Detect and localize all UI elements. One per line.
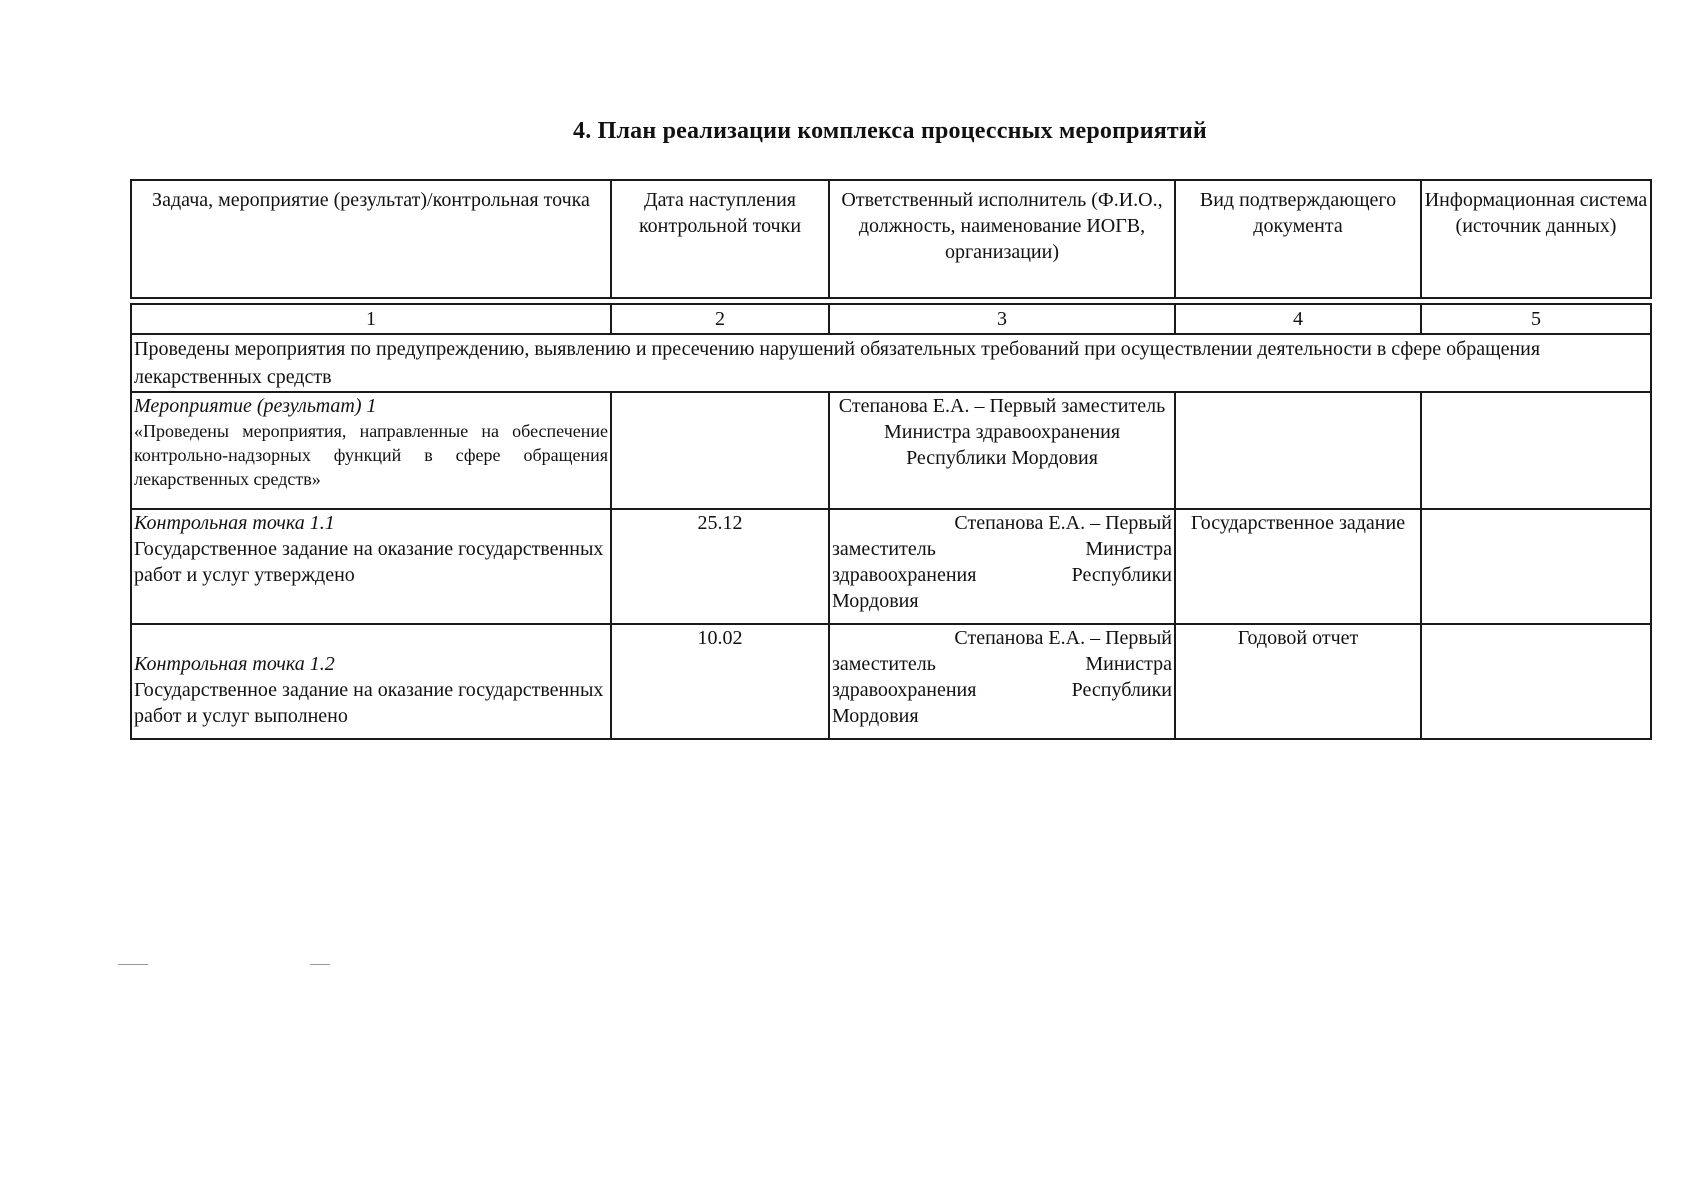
document-cell: Государственное задание <box>1175 509 1421 624</box>
executor-line: заместитель Министра <box>832 538 1172 560</box>
executor-cell <box>829 624 1175 739</box>
table-row <box>131 624 1651 739</box>
row-label: Контрольная точка 1.2 <box>134 653 335 675</box>
column-number: 1 <box>131 304 611 334</box>
executor-line: Мордовия <box>832 705 919 727</box>
executor-line: Мордовия <box>832 590 919 612</box>
table-row <box>131 509 1651 624</box>
system-cell <box>1421 392 1651 509</box>
executor-line: Степанова Е.А. – Первый <box>954 512 1172 534</box>
executor-cell <box>829 509 1175 624</box>
task-section-row <box>131 334 1651 392</box>
row-text: «Проведены мероприятия, направленные на обеспечение контрольно-надзорных функций в сфере обращения лекарственных средств» <box>134 421 608 489</box>
page-title: 4. План реализации комплекса процессных мероприятий <box>573 118 1207 144</box>
header-system: Информационная система (источник данных) <box>1421 180 1651 298</box>
header-document: Вид подтверждающего документа <box>1175 180 1421 298</box>
row-label: Мероприятие (результат) 1 <box>134 395 377 417</box>
document-cell: Годовой отчет <box>1175 624 1421 739</box>
executor-line: заместитель Министра <box>832 653 1172 675</box>
plan-table <box>130 303 1652 740</box>
header-row <box>131 180 1651 298</box>
task-cell <box>131 624 611 739</box>
executor-line: Степанова Е.А. – Первый <box>954 627 1172 649</box>
column-number: 3 <box>829 304 1175 334</box>
header-date: Дата наступления контрольной точки <box>611 180 829 298</box>
header-table <box>130 179 1652 299</box>
column-number: 5 <box>1421 304 1651 334</box>
column-number: 2 <box>611 304 829 334</box>
executor-line: здравоохранения Республики <box>832 679 1172 701</box>
date-cell <box>611 392 829 509</box>
header-executor: Ответственный исполнитель (Ф.И.О., должность, наименование ИОГВ, организации) <box>829 180 1175 298</box>
task-section-text: Проведены мероприятия по предупреждению, выявлению и пресечению нарушений обязательных требований при осуществлении деятельности в сфере обращения лекарственных средств <box>131 334 1651 392</box>
system-cell <box>1421 624 1651 739</box>
row-label: Контрольная точка 1.1 <box>134 512 335 534</box>
task-cell <box>131 509 611 624</box>
table-row <box>131 392 1651 509</box>
executor-line: здравоохранения Республики <box>832 564 1172 586</box>
row-text: Государственное задание на оказание государственных работ и услуг утверждено <box>134 538 604 586</box>
executor-cell: Степанова Е.А. – Первый заместитель Министра здравоохранения Республики Мордовия <box>829 392 1175 509</box>
scan-artifact <box>310 964 330 965</box>
column-numbers-row <box>131 304 1651 334</box>
scan-artifact <box>118 964 148 965</box>
header-task: Задача, мероприятие (результат)/контрольная точка <box>131 180 611 298</box>
document-cell <box>1175 392 1421 509</box>
date-cell: 10.02 <box>611 624 829 739</box>
column-number: 4 <box>1175 304 1421 334</box>
task-cell <box>131 392 611 509</box>
row-text: Государственное задание на оказание государственных работ и услуг выполнено <box>134 679 604 727</box>
system-cell <box>1421 509 1651 624</box>
date-cell: 25.12 <box>611 509 829 624</box>
